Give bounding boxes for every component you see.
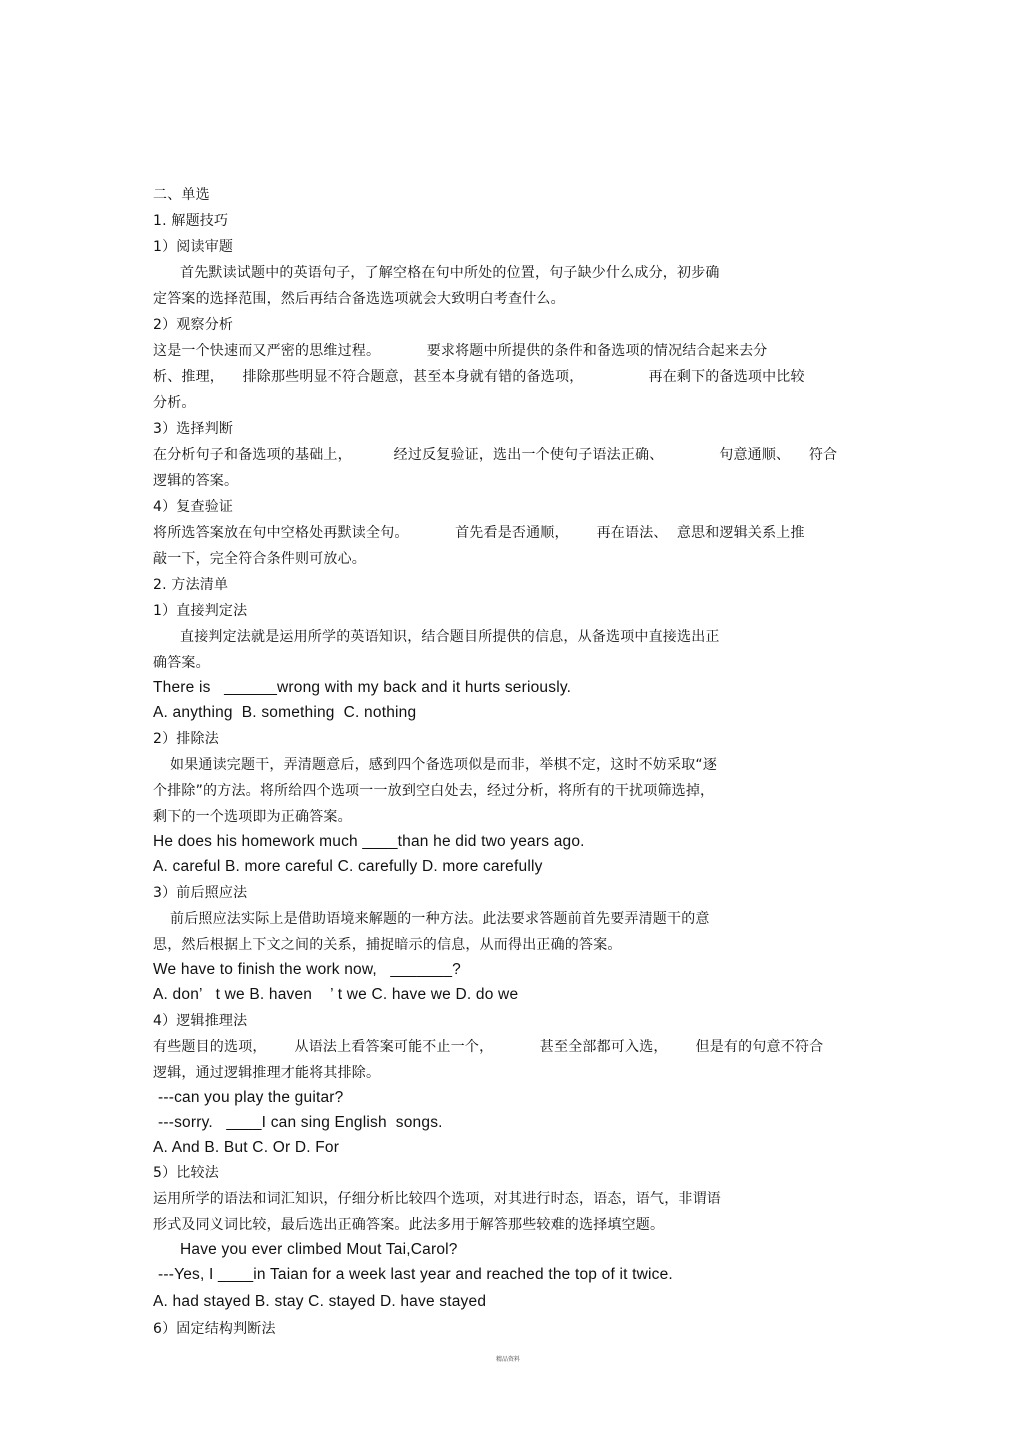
subheading-method-3: 3）前后照应法 bbox=[153, 885, 248, 901]
paragraph-line: 分析。 bbox=[153, 395, 196, 411]
paragraph-line: 如果通读完题干，弄清题意后，感到四个备选项似是而非，举棋不定，这时不妨采取“逐 bbox=[170, 757, 718, 773]
subheading-method-1: 1）直接判定法 bbox=[153, 603, 248, 619]
example-options: A. anything B. something C. nothing bbox=[153, 704, 417, 721]
subheading-method-6: 6）固定结构判断法 bbox=[153, 1321, 276, 1337]
paragraph-line: 逻辑，通过逻辑推理才能将其排除。 bbox=[153, 1065, 381, 1081]
example-question: ---can you play the guitar? bbox=[158, 1089, 344, 1106]
paragraph-line: 首先默读试题中的英语句子，了解空格在句中所处的位置，句子缺少什么成分，初步确 bbox=[180, 265, 720, 281]
subheading-method-2: 2）排除法 bbox=[153, 731, 219, 747]
example-question: He does his homework much ____than he did two years ago. bbox=[153, 833, 585, 850]
example-question: ---sorry. ____I can sing English songs. bbox=[158, 1114, 443, 1131]
example-question: Have you ever climbed Mout Tai,Carol? bbox=[180, 1241, 458, 1258]
page-footer: 精品资料 bbox=[496, 1356, 521, 1363]
subheading-observe: 2）观察分析 bbox=[153, 317, 234, 333]
subheading-verify: 4）复查验证 bbox=[153, 499, 234, 515]
paragraph-line: 析、推理， 排除那些明显不符合题意，甚至本身就有错的备选项， 再在剩下的备选项中比较 bbox=[153, 369, 805, 385]
subheading-judge: 3）选择判断 bbox=[153, 421, 234, 437]
example-question: We have to finish the work now, _______? bbox=[153, 961, 461, 978]
paragraph-line: 在分析句子和备选项的基础上， 经过反复验证，选出一个使句子语法正确、 句意通顺、 符合 bbox=[153, 447, 838, 463]
subheading-method-4: 4）逻辑推理法 bbox=[153, 1013, 248, 1029]
example-options: A. And B. But C. Or D. For bbox=[153, 1139, 340, 1156]
paragraph-line: 这是一个快速而又严密的思维过程。 要求将题中所提供的条件和备选项的情况结合起来去分 bbox=[153, 343, 768, 359]
paragraph-line: 有些题目的选项， 从语法上看答案可能不止一个， 甚至全部都可入选， 但是有的句意不符合 bbox=[153, 1039, 824, 1055]
example-options: A. had stayed B. stay C. stayed D. have stayed bbox=[153, 1293, 487, 1310]
paragraph-line: 逻辑的答案。 bbox=[153, 473, 239, 489]
subheading-read: 1）阅读审题 bbox=[153, 239, 234, 255]
paragraph-line: 前后照应法实际上是借助语境来解题的一种方法。此法要求答题前首先要弄清题干的意 bbox=[170, 911, 710, 927]
heading-methods: 2. 方法清单 bbox=[153, 577, 229, 593]
subheading-method-5: 5）比较法 bbox=[153, 1165, 219, 1181]
example-options: A. careful B. more careful C. carefully D. more carefully bbox=[153, 858, 543, 875]
paragraph-line: 形式及同义词比较，最后选出正确答案。此法多用于解答那些较难的选择填空题。 bbox=[153, 1217, 665, 1233]
paragraph-line: 个排除”的方法。将所给四个选项一一放到空白处去，经过分析，将所有的干扰项筛选掉， bbox=[153, 783, 715, 799]
paragraph-line: 剩下的一个选项即为正确答案。 bbox=[153, 809, 352, 825]
section-title: 二、单选 bbox=[153, 187, 210, 203]
example-question: There is ______wrong with my back and it hurts seriously. bbox=[153, 679, 572, 696]
paragraph-line: 将所选答案放在句中空格处再默读全句。 首先看是否通顺， 再在语法、 意思和逻辑关系上推 bbox=[153, 525, 805, 541]
paragraph-line: 运用所学的语法和词汇知识，仔细分析比较四个选项，对其进行时态，语态，语气，非谓语 bbox=[153, 1191, 721, 1207]
paragraph-line: 敲一下，完全符合条件则可放心。 bbox=[153, 551, 366, 567]
example-question: ---Yes, I ____in Taian for a week last year and reached the top of it twice. bbox=[158, 1266, 673, 1283]
paragraph-line: 思，然后根据上下文之间的关系，捕捉暗示的信息，从而得出正确的答案。 bbox=[153, 937, 622, 953]
example-options: A. don’ t we B. haven ’ t we C. have we D. do we bbox=[153, 986, 519, 1003]
heading-techniques: 1. 解题技巧 bbox=[153, 213, 229, 229]
paragraph-line: 定答案的选择范围，然后再结合备选选项就会大致明白考查什么。 bbox=[153, 291, 565, 307]
paragraph-line: 直接判定法就是运用所学的英语知识，结合题目所提供的信息，从备选项中直接选出正 bbox=[180, 629, 720, 645]
paragraph-line: 确答案。 bbox=[153, 655, 210, 671]
